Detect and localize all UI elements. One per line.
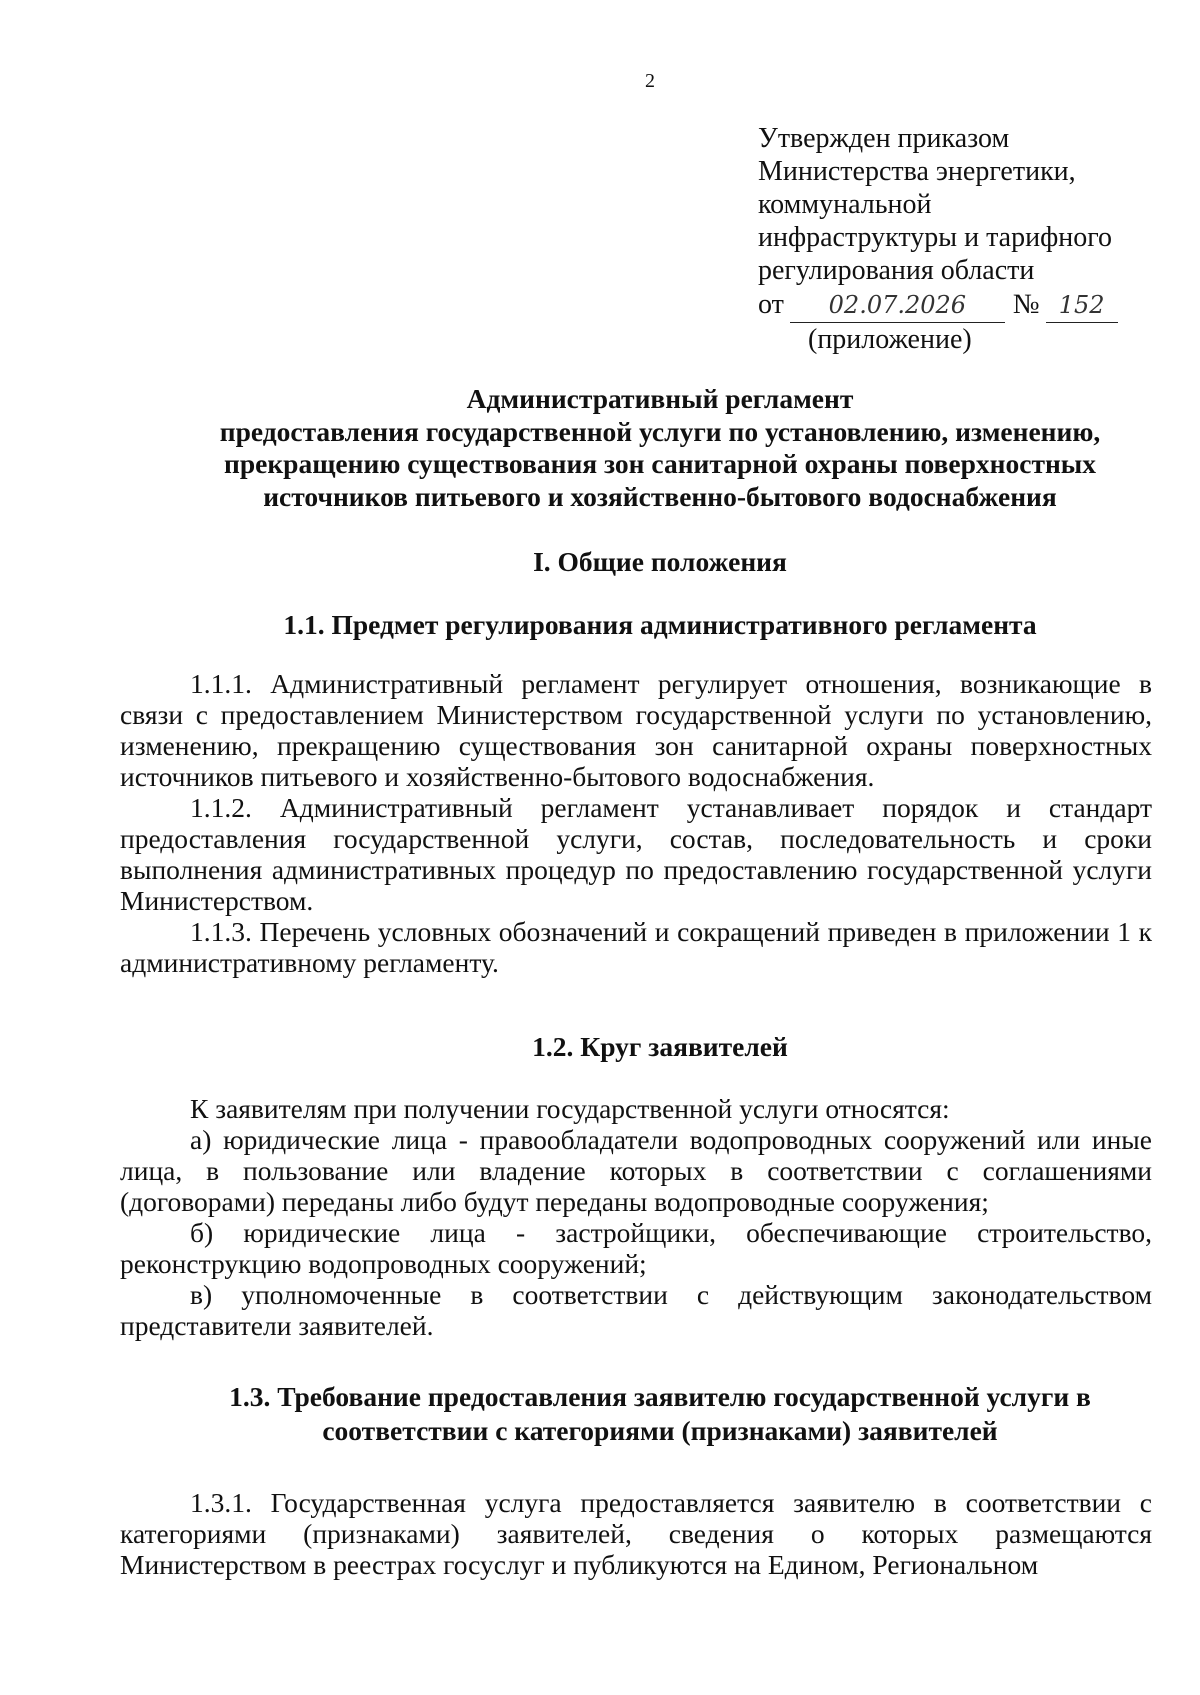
approval-block: [758, 122, 1158, 356]
requirement-body: [120, 1487, 1152, 1580]
subject-body: [120, 668, 1152, 978]
section-heading-requirement: [100, 1380, 1200, 1448]
requirement-heading-line: соответствии с категориями (признаками) заявителей: [322, 1415, 998, 1446]
handwritten-number: 152: [1046, 289, 1118, 323]
approval-line: Министерства энергетики,: [758, 156, 1076, 187]
applicants-item-c: в) уполномоченные в соответствии с действующим законодательством представители заявителей.: [120, 1279, 1152, 1341]
title-line: Административный регламент: [466, 383, 854, 414]
section-heading-general: I. Общие положения: [533, 546, 787, 577]
paragraph-1-1-2: 1.1.2. Административный регламент устанавливает порядок и стандарт предоставления государственной услуги, состав, последовательность и сроки выполнения административных процедур по предоставлению государственной услуги Министерством.: [120, 792, 1152, 916]
paragraph-1-1-1: 1.1.1. Административный регламент регулирует отношения, возникающие в связи с предоставлением Министерством государственной услуги по установлению, изменению, прекращению существования зон санитарной охраны поверхностных источников питьевого и хозяйственно-бытового водоснабжения.: [120, 668, 1152, 792]
handwritten-date: 02.07.2026: [790, 289, 1005, 323]
applicants-body: [120, 1093, 1152, 1341]
document-title: [100, 383, 1200, 513]
approval-line: коммунальной: [758, 189, 932, 220]
number-prefix: №: [1012, 289, 1040, 320]
applicants-intro: К заявителям при получении государственной услуги относятся:: [190, 1093, 950, 1124]
approval-date-line: [758, 288, 1158, 323]
date-prefix: от: [758, 289, 784, 320]
approval-line: Утвержден приказом: [758, 123, 1010, 154]
appendix-label: (приложение): [808, 324, 972, 355]
page-number: 2: [645, 70, 655, 92]
section-heading-applicants: 1.2. Круг заявителей: [532, 1031, 788, 1062]
paragraph-1-1-3: 1.1.3. Перечень условных обозначений и сокращений приведен в приложении 1 к административному регламенту.: [120, 916, 1152, 978]
title-line: источников питьевого и хозяйственно-бытового водоснабжения: [263, 480, 1057, 512]
approval-line: инфраструктуры и тарифного: [758, 222, 1112, 253]
applicants-item-b: б) юридические лица - застройщики, обеспечивающие строительство, реконструкцию водопроводных сооружений;: [120, 1217, 1152, 1279]
section-heading-subject: 1.1. Предмет регулирования административного регламента: [283, 609, 1037, 640]
requirement-heading-line: 1.3. Требование предоставления заявителю государственной услуги в: [229, 1381, 1091, 1412]
paragraph-1-3-1: 1.3.1. Государственная услуга предоставляется заявителю в соответствии с категориями (признаками) заявителей, сведения о которых размещаются Министерством в реестрах госуслуг и публикуются на Едином, Региональном: [120, 1487, 1152, 1580]
title-line: предоставления государственной услуги по установлению, изменению,: [219, 415, 1101, 447]
applicants-item-a: а) юридические лица - правообладатели водопроводных сооружений или иные лица, в пользование или владение которых в соответствии с соглашениями (договорами) переданы либо будут переданы водопроводные сооружения;: [120, 1124, 1152, 1217]
title-line: прекращению существования зон санитарной охраны поверхностных: [223, 448, 1097, 479]
approval-line: регулирования области: [758, 255, 1035, 286]
